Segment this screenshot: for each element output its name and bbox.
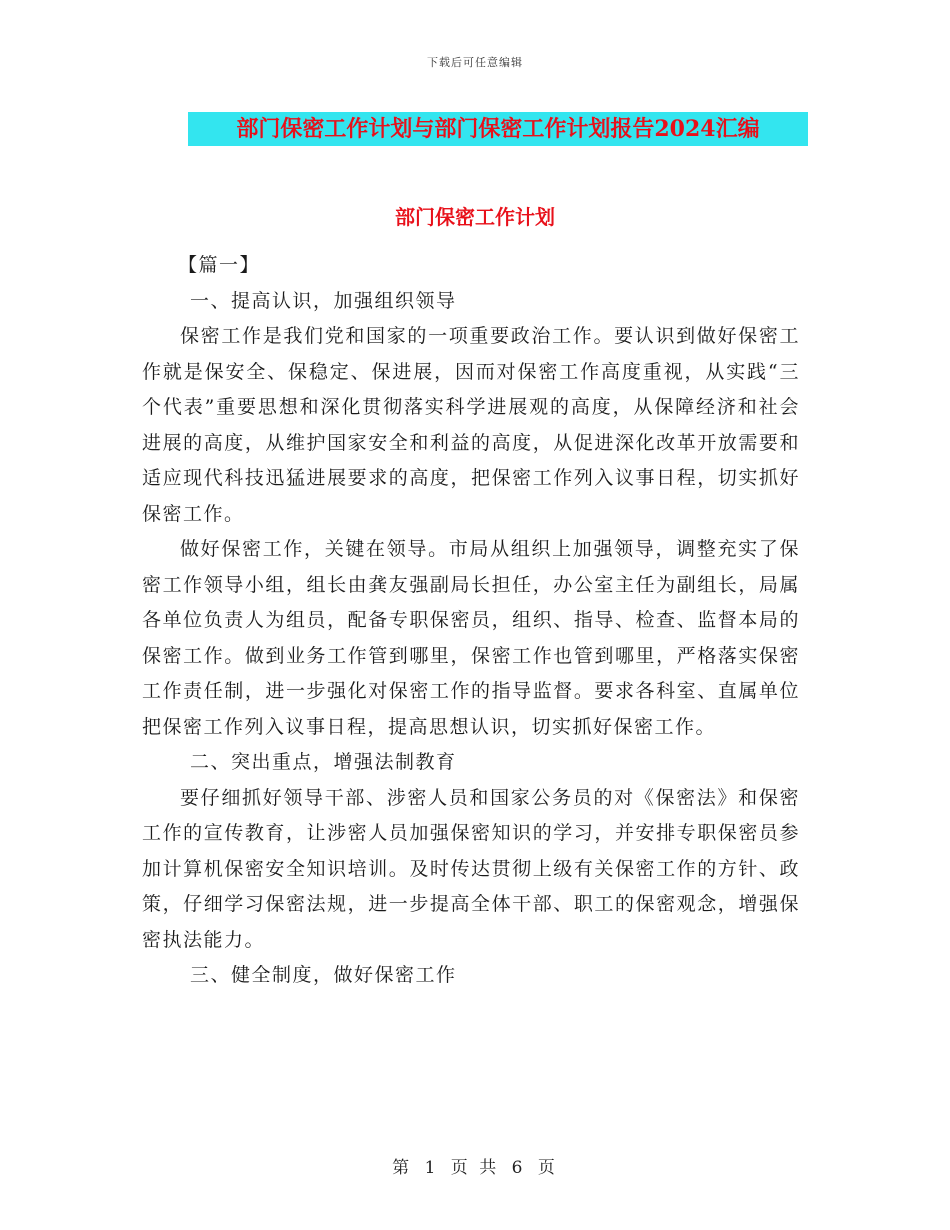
header-note: 下载后可任意编辑 [427,56,523,69]
footer-prefix: 第 [392,1158,413,1178]
page-footer [0,1153,950,1178]
footer-middle: 页 共 [450,1158,500,1178]
page-number: 1 [424,1158,439,1178]
paragraph-2: 做好保密工作，关键在领导。市局从组织上加强领导，调整充实了保密工作领导小组，组长由龚友强副局长担任，办公室主任为副组长，局属各单位负责人为组员，配备专职保密员，组织、指导、检查、监督本局的保密工作。做到业务工作管到哪里，保密工作也管到哪里，严格落实保密工作责任制，进一步强化对保密工作的指导监督。要求各科室、直属单位把保密工作列入议事日程，提高思想认识，切实抓好保密工作。 [142,538,800,738]
paragraph-3: 要仔细抓好领导干部、涉密人员和国家公务员的对《保密法》和保密工作的宣传教育，让涉密人员加强保密知识的学习，并安排专职保密员参加计算机保密安全知识培训。及时传达贯彻上级有关保密工作的方针、政策，仔细学习保密法规，进一步提高全体干部、职工的保密观念，增强保密执法能力。 [142,786,800,951]
total-pages: 6 [511,1158,526,1178]
paragraph-1: 保密工作是我们党和国家的一项重要政治工作。要认识到做好保密工作就是保安全、保稳定、保进展，因而对保密工作高度重视，从实践“三个代表”重要思想和深化贯彻落实科学进展观的高度，从保障经济和社会进展的高度，从维护国家安全和利益的高度，从促进深化改革开放需要和适应现代科技迅猛进展要求的高度，把保密工作列入议事日程，切实抓好保密工作。 [142,325,800,525]
heading-2: 二、突出重点，增强法制教育 [190,751,457,773]
document-body [142,248,800,994]
heading-1: 一、提高认识，加强组织领导 [190,289,457,312]
heading-3: 三、健全制度，做好保密工作 [190,964,457,986]
footer-suffix: 页 [537,1158,558,1178]
document-title: 部门保密工作计划与部门保密工作计划报告2024汇编 [188,112,808,146]
part-label: 【篇一】 [178,254,261,276]
section-title: 部门保密工作计划 [395,205,555,229]
